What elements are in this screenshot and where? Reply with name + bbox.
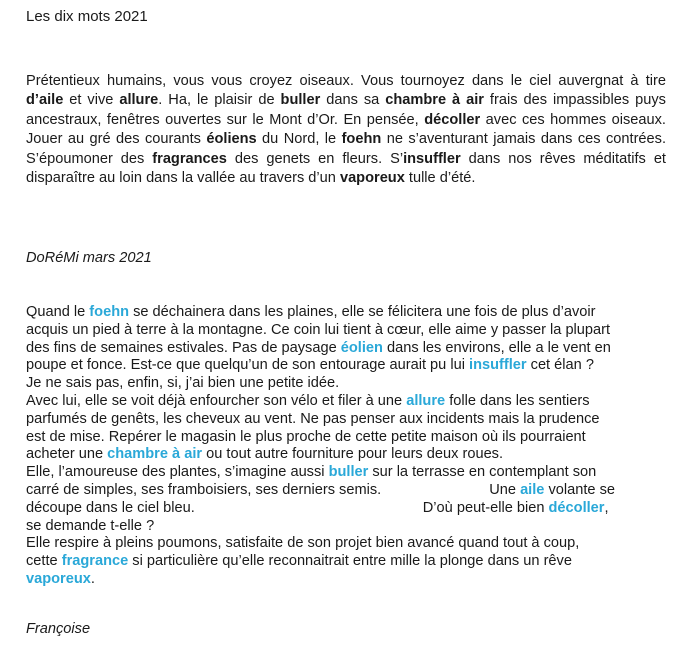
poem-line: est de mise. Repérer le magasin le plus proche de cette petite maison où ils pourraient (26, 428, 586, 445)
keyword-eoliens: éoliens (206, 131, 257, 148)
keyword-foehn: foehn (341, 131, 382, 148)
poem-line: carré de simples, ses framboisiers, ses derniers semis. Une aile volante se (26, 481, 615, 498)
poem-text: et vive (63, 92, 120, 109)
keyword-vaporeux: vaporeux (26, 570, 91, 587)
keyword-fragrances: fragrances (152, 150, 227, 167)
poem-line: acheter une chambre à air ou tout autre fourniture pour leurs deux roues. (26, 446, 504, 463)
poem-text: dans sa (320, 92, 386, 109)
poem-text: frais des impassibles puys ancestraux, fenêtres ouvertes sur le Mont d’Or. En pensée, (26, 92, 666, 128)
keyword-vaporeux: vaporeux (339, 170, 405, 187)
poem-text: dans nos rêves méditatifs et disparaître au loin dans la vallée au travers d’un (26, 150, 666, 187)
poem-line: Avec lui, elle se voit déjà enfourcher son vélo et filer à une allure folle dans les sentiers (26, 392, 590, 409)
keyword-chambre-a-air: chambre à air (385, 92, 484, 109)
keyword-insuffler: insuffler (403, 150, 461, 167)
poem-line: découpe dans le ciel bleu. D’où peut-elle bien décoller, (26, 499, 609, 516)
poem-text: ne s’aventurant jamais dans ces contrées. S’époumoner des (26, 131, 667, 167)
keyword-insuffler: insuffler (469, 357, 527, 374)
poem-line: acquis un pied à terre à la montagne. Ce coin lui tient à cœur, elle aime y passer la plupart (26, 321, 611, 338)
poem-line: parfumés de genêts, les cheveux au vent. Ne pas penser aux incidents mais la prudence (26, 410, 600, 427)
keyword-buller: buller (328, 464, 369, 481)
keyword-allure: allure (406, 392, 446, 409)
poem-line: se demande t-elle ? (26, 517, 155, 534)
keyword-eolien: éolien (340, 339, 383, 356)
poem-line: Quand le foehn se déchainera dans les plaines, elle se félicitera une fois de plus d’avoir (26, 304, 596, 320)
keyword-fragrance: fragrance (61, 553, 129, 570)
poem-line: Elle, l’amoureuse des plantes, s’imagine aussi buller sur la terrasse en contemplant son (26, 464, 597, 481)
poem-text: avec ces hommes oiseaux. Jouer au gré des courants (26, 111, 666, 148)
signature-2: Françoise (26, 621, 91, 637)
poem-line: Elle respire à pleins poumons, satisfaite de son projet bien avancé quand tout à coup, (26, 535, 580, 552)
poem-line: vaporeux. (26, 570, 95, 587)
keyword-foehn: foehn (89, 304, 130, 320)
signature-1: DoRéMi mars 2021 (26, 250, 152, 266)
poem-line: cette fragrance si particulière qu’elle reconnaitrait entre mille la plonge dans un rêve (26, 553, 572, 570)
poem-text: Prétentieux humains, vous vous croyez oiseaux. Vous tournoyez dans le ciel auvergnat à tire (26, 73, 666, 89)
poem-line: des fins de semaines estivales. Pas de paysage éolien dans les environs, elle a le vent en (26, 339, 611, 356)
document-title: Les dix mots 2021 (26, 8, 148, 25)
keyword-aile: aile (520, 481, 545, 498)
keyword-buller: buller (280, 92, 321, 109)
poem-line: Je ne sais pas, enfin, si, j’ai bien une petite idée. (26, 375, 340, 392)
poem-text: du Nord, le (256, 131, 342, 148)
keyword-daile: d’aile (26, 92, 64, 109)
poem-text: . Ha, le plaisir de (158, 92, 281, 109)
keyword-decoller: décoller (424, 111, 481, 128)
poem-paragraph-2 (26, 304, 666, 589)
poem-text: tulle d’été. (404, 170, 476, 187)
poem-paragraph-1 (26, 72, 666, 188)
poem-line: poupe et fonce. Est-ce que quelqu’un de son entourage aurait pu lui insuffler cet élan ? (26, 357, 594, 374)
keyword-chambre-a-air: chambre à air (107, 446, 203, 463)
keyword-allure: allure (119, 92, 159, 109)
keyword-decoller: décoller (548, 499, 605, 516)
poem-text: des genets en fleurs. S’ (226, 150, 404, 167)
